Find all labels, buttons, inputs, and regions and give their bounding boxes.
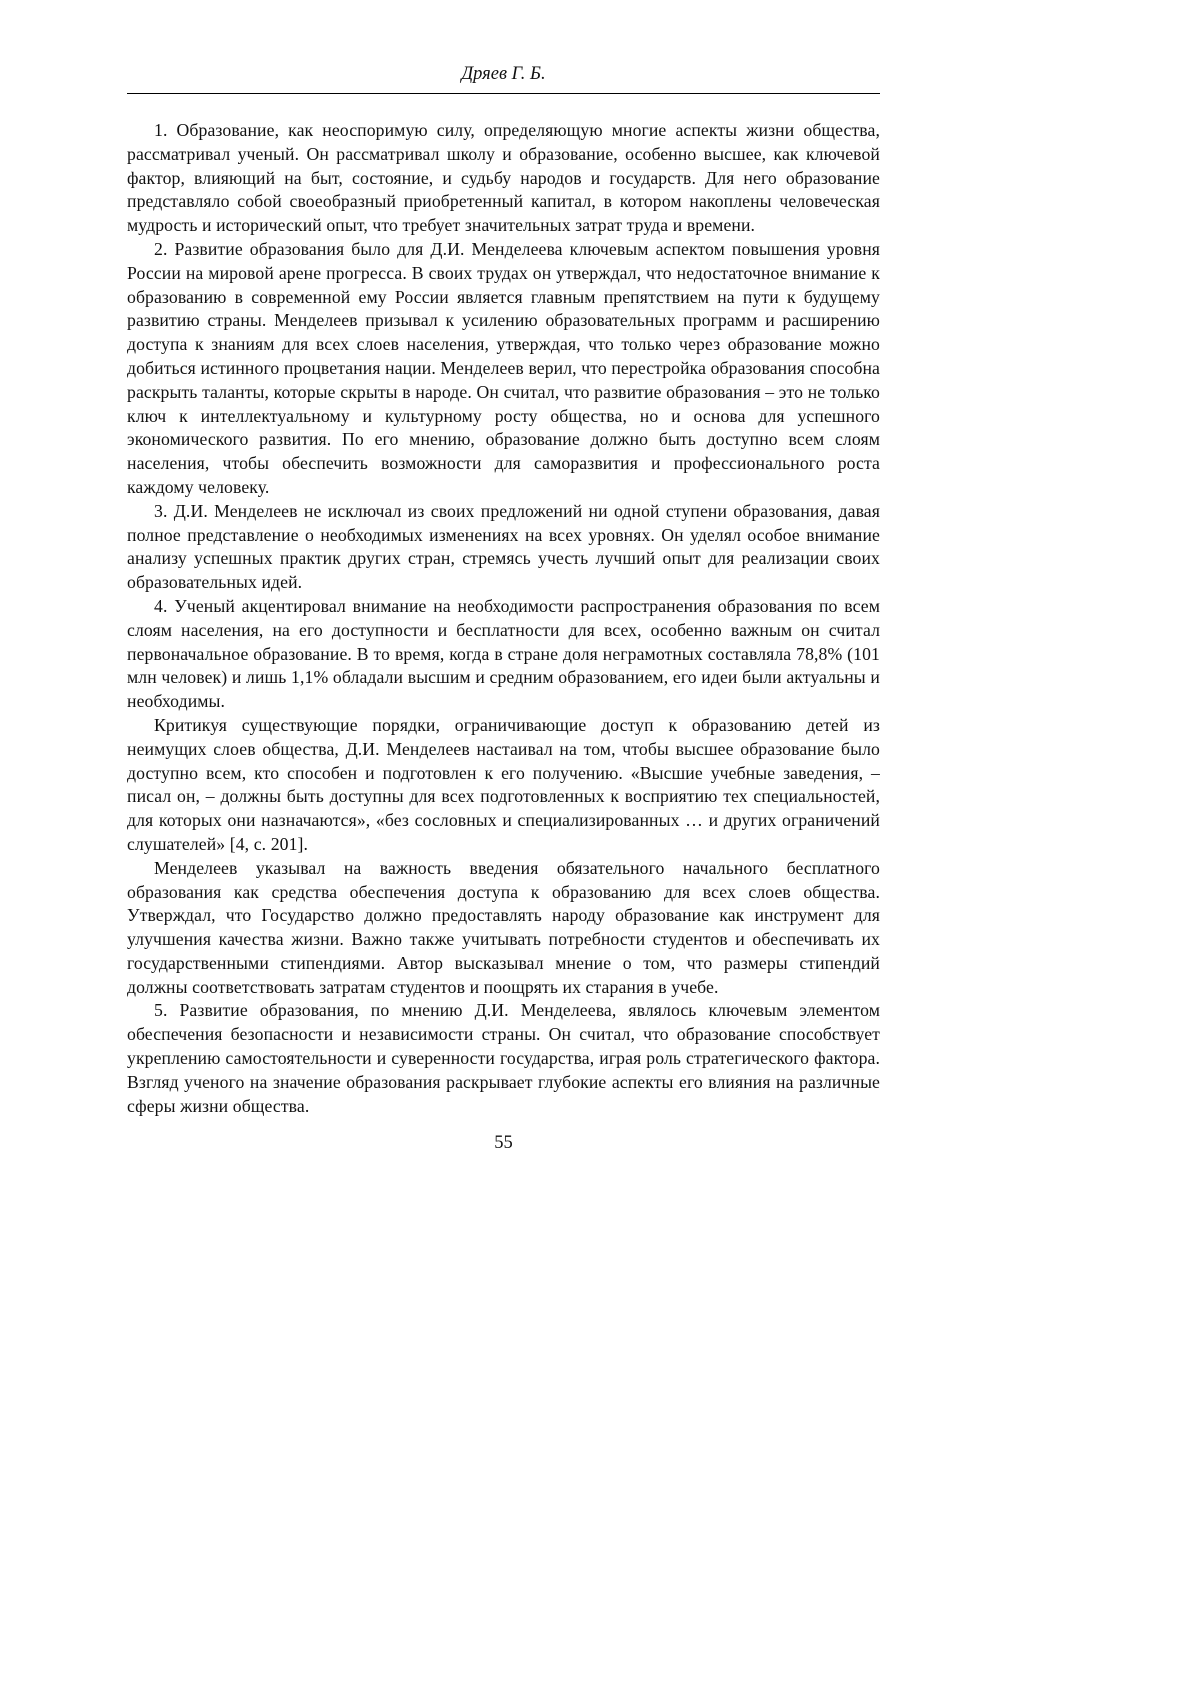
paragraph-5: Критикуя существующие порядки, ограничивающие доступ к образованию детей из неимущих слоев общества, Д.И. Менделеев настаивал на том, чтобы высшее образование было доступно всем, кто способен и подготовлен к его получению. «Высшие учебные заведения, – писал он, – должны быть доступны для всех подготовленных к восприятию тех специальностей, для которых они назначаются», «без сословных и специализированных … и других ограничений слушателей» [4, с. 201]. [127,714,880,854]
page-body [127,119,880,1118]
paragraph-4: 4. Ученый акцентировал внимание на необходимости распространения образования по всем слоям населения, на его доступности и бесплатности для всех, особенно важным он считал первоначальное образование. В то время, когда в стране доля неграмотных составляла 78,8% (101 млн человек) и лишь 1,1% обладали высшим и средним образованием, его идеи были актуальны и необходимы. [127,595,880,712]
paragraph-6: Менделеев указывал на важность введения обязательного начального бесплатного образования как средства обеспечения доступа к образованию для всех слоев общества. Утверждал, что Государство должно предоставлять народу образование как инструмент для улучшения качества жизни. Важно также учитывать потребности студентов и обеспечивать их государственными стипендиями. Автор высказывал мнение о том, что размеры стипендий должны соответствовать затратам студентов и поощрять их старания в учебе. [127,857,880,997]
page-footer [127,1133,880,1154]
running-head: Дряев Г. Б. [461,64,546,84]
paragraph-1: 1. Образование, как неоспоримую силу, определяющую многие аспекты жизни общества, рассматривал ученый. Он рассматривал школу и образование, особенно высшее, как ключевой фактор, влияющий на быт, состояние, и судьбу народов и государств. Для него образование представляло собой своеобразный приобретенный капитал, в котором накоплены человеческая мудрость и исторический опыт, что требует значительных затрат труда и времени. [127,120,880,236]
paragraph-3: 3. Д.И. Менделеев не исключал из своих предложений ни одной ступени образования, давая полное представление о необходимых изменениях на всех уровнях. Он уделял особое внимание анализу успешных практик других стран, стремясь учесть лучший опыт для реализации своих образовательных идей. [127,500,880,593]
page-content [127,62,880,1154]
page-header [127,62,880,94]
paragraph-2: 2. Развитие образования было для Д.И. Менделеева ключевым аспектом повышения уровня России на мировой арене прогресса. В своих трудах он утверждал, что недостаточное внимание к образованию в современной ему России является главным препятствием на пути к будущему развитию страны. Менделеев призывал к усилению образовательных программ и расширению доступа к знаниям для всех слоев населения, утверждая, что только через образование можно добиться истинного процветания нации. Менделеев верил, что перестройка образования способна раскрыть таланты, которые скрыты в народе. Он считал, что развитие образования – это не только ключ к интеллектуальному и культурному росту общества, но и основа для успешного экономического развития. По его мнению, образование должно быть доступно всем слоям населения, чтобы обеспечить возможности для саморазвития и профессионального роста каждому человеку. [127,238,880,497]
header-rule-divider [127,93,880,94]
paragraph-7: 5. Развитие образования, по мнению Д.И. Менделеева, являлось ключевым элементом обеспечения безопасности и независимости страны. Он считал, что образование способствует укреплению самостоятельности и суверенности государства, играя роль стратегического фактора. Взгляд ученого на значение образования раскрывает глубокие аспекты его влияния на различные сферы жизни общества. [127,1000,880,1116]
page-number: 55 [494,1133,513,1154]
